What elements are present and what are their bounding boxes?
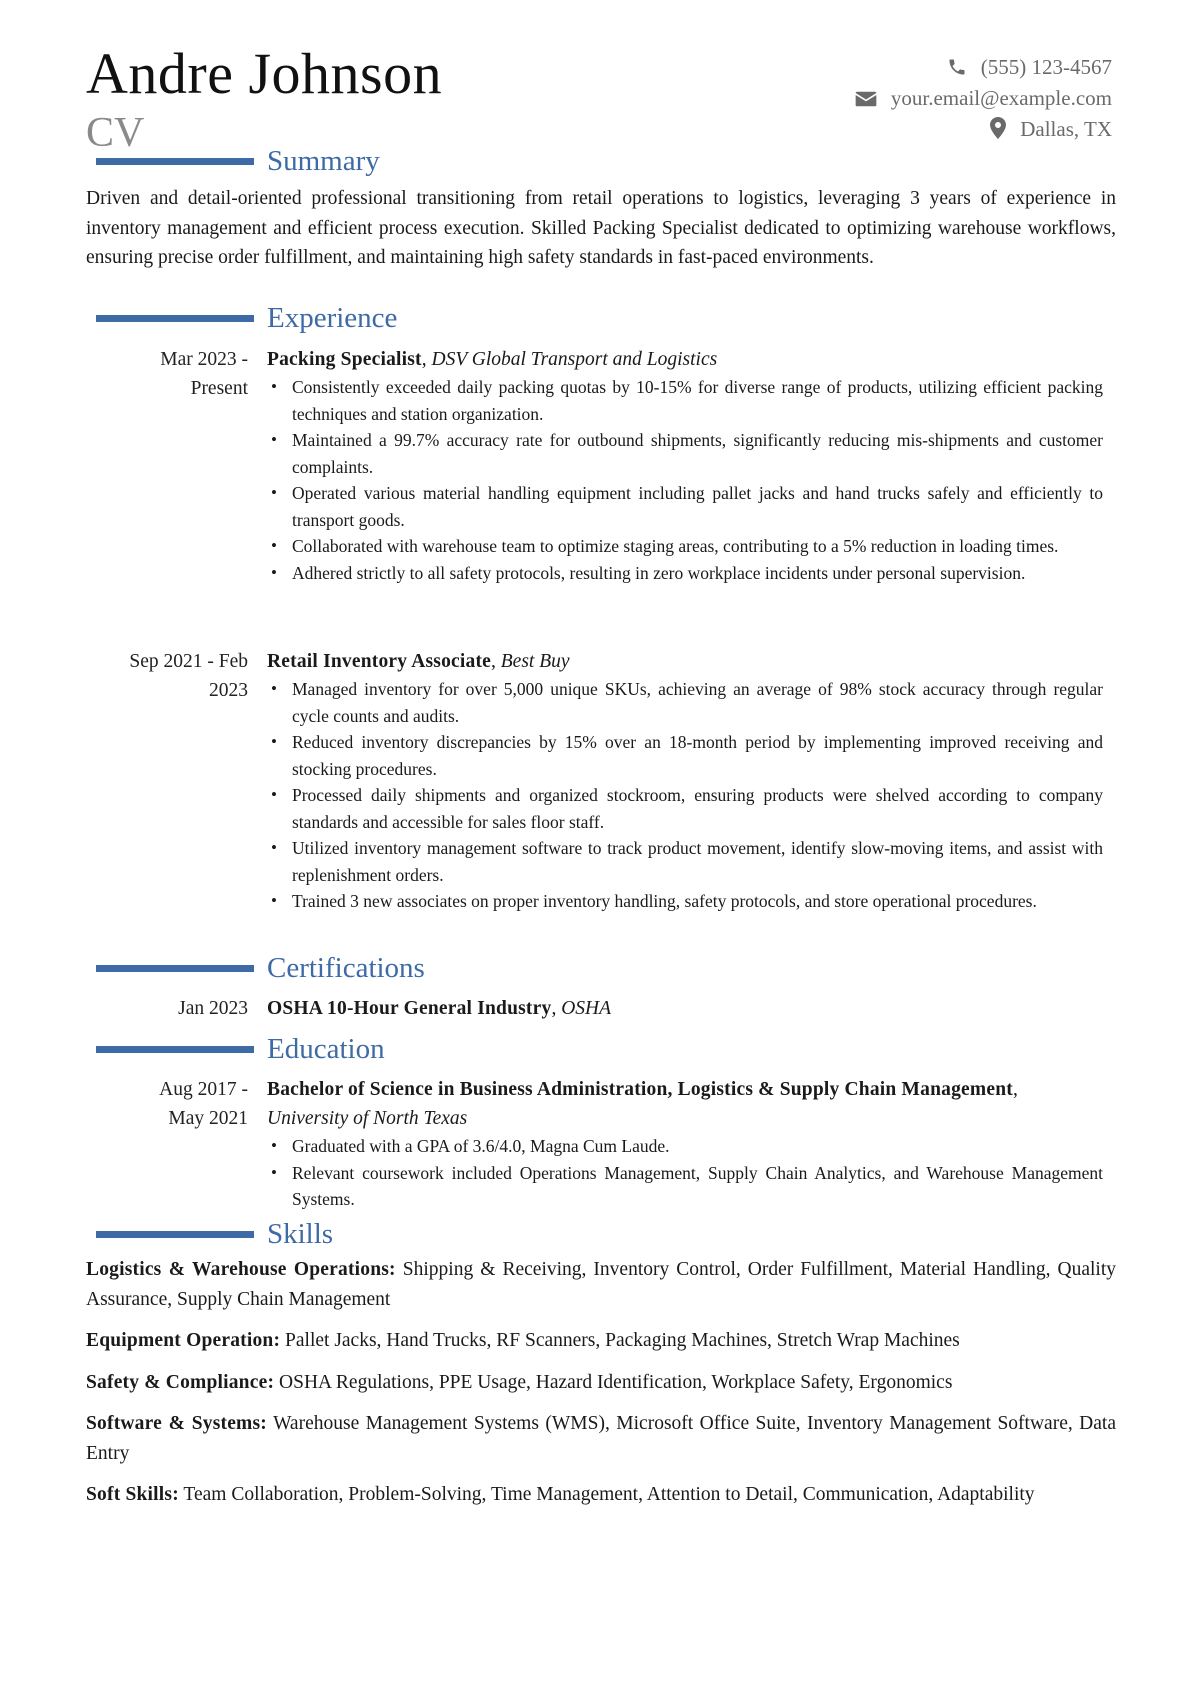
- skills-section-header: [0, 1217, 1190, 1253]
- issuer: OSHA: [561, 998, 612, 1019]
- email-address[interactable]: your.email@example.com: [890, 86, 1112, 110]
- skill-items: Team Collaboration, Problem-Solving, Time Management, Attention to Detail, Communication, Adaptability: [183, 1484, 1035, 1505]
- section-accent-bar: [96, 158, 254, 165]
- section-title: Education: [267, 1033, 385, 1065]
- education-section-header: [0, 1032, 1190, 1068]
- section-accent-bar: [96, 965, 254, 972]
- skill-group: [86, 1409, 1116, 1468]
- entry-bullets: [267, 676, 1103, 915]
- list-item: • Reduced inventory discrepancies by 15% over an 18-month period by implementing improved receiving and stocking procedures.: [267, 729, 1103, 782]
- list-item: • Managed inventory for over 5,000 unique SKUs, achieving an average of 98% stock accuracy through regular cycle counts and audits.: [267, 676, 1103, 729]
- entry-body: [267, 345, 1103, 586]
- skills-list: [86, 1255, 1116, 1522]
- list-item: • Processed daily shipments and organized stockroom, ensuring products were shelved according to company standards and accessible for sales floor staff.: [267, 782, 1103, 835]
- entry-date-end: Present: [190, 378, 248, 399]
- section-title: Skills: [267, 1218, 334, 1250]
- section-title: Summary: [267, 145, 380, 177]
- skill-label: Soft Skills:: [86, 1484, 179, 1505]
- skill-items: OSHA Regulations, PPE Usage, Hazard Identification, Workplace Safety, Ergonomics: [279, 1371, 953, 1393]
- section-accent-bar: [96, 315, 254, 322]
- entry-heading: Packing Specialist, DSV Global Transport and Logistics: [267, 349, 718, 370]
- contact-block: [855, 52, 1112, 145]
- phone-icon: [947, 57, 967, 77]
- entry-date-end: 2023: [209, 680, 248, 701]
- phone-row: [855, 52, 1112, 83]
- summary-text: Driven and detail-oriented professional transitioning from retail operations to logistics, leveraging 3 years of experience in inventory management and efficient process execution. Skilled Packing Specialist dedicated to optimizing warehouse workflows, ensuring precise order fulfillment, and maintaining high safety standards in fast-paced environments.: [86, 188, 1116, 268]
- degree-title: Bachelor of Science in Business Administration, Logistics & Supply Chain Management: [267, 1079, 1013, 1100]
- entry-heading: OSHA 10-Hour General Industry, OSHA: [267, 998, 612, 1019]
- experience-section-header: [0, 301, 1190, 337]
- list-item: • Relevant coursework included Operations Management, Supply Chain Analytics, and Warehouse Management Systems.: [267, 1160, 1103, 1213]
- section-title: Certifications: [267, 952, 425, 984]
- entry-date-start: Sep 2021 - Feb: [129, 651, 248, 672]
- list-item: • Consistently exceeded daily packing quotas by 10-15% for diverse range of products, utilizing efficient packing techniques and station organization.: [267, 374, 1103, 427]
- entry-date-start: Mar 2023 -: [160, 349, 248, 370]
- entry-body: [267, 994, 1103, 1023]
- section-title: Experience: [267, 302, 398, 334]
- entry-bullets: [267, 374, 1103, 586]
- entry-heading: Bachelor of Science in Business Administration, Logistics & Supply Chain Management, University of North Texas: [267, 1079, 1018, 1129]
- entry-date-end: May 2021: [168, 1108, 248, 1129]
- skill-items: Shipping & Receiving, Inventory Control, Order Fulfillment, Material Handling, Quality Assurance, Supply Chain Management: [86, 1259, 1117, 1310]
- entry-date-start: Aug 2017 -: [159, 1079, 248, 1100]
- list-item: • Collaborated with warehouse team to optimize staging areas, contributing to a 5% reduction in loading times.: [267, 533, 1103, 560]
- institution: University of North Texas: [267, 1108, 468, 1129]
- section-accent-bar: [96, 1231, 254, 1238]
- job-title: Retail Inventory Associate: [267, 651, 492, 672]
- employer: Best Buy: [500, 651, 570, 672]
- entry-date: [80, 1075, 248, 1133]
- skill-label: Software & Systems:: [86, 1413, 267, 1434]
- certifications-section-header: [0, 951, 1190, 987]
- skill-items: Pallet Jacks, Hand Trucks, RF Scanners, Packaging Machines, Stretch Wrap Machines: [285, 1330, 960, 1351]
- list-item: • Maintained a 99.7% accuracy rate for outbound shipments, significantly reducing mis-shipments and customer complaints.: [267, 427, 1103, 480]
- skill-label: Equipment Operation:: [86, 1330, 281, 1351]
- skill-items: Warehouse Management Systems (WMS), Microsoft Office Suite, Inventory Management Software, Data Entry: [86, 1413, 1116, 1464]
- document-subtitle: CV: [86, 110, 145, 156]
- list-item: • Graduated with a GPA of 3.6/4.0, Magna Cum Laude.: [267, 1133, 1103, 1160]
- skill-label: Logistics & Warehouse Operations:: [86, 1259, 396, 1280]
- list-item: • Utilized inventory management software to track product movement, identify slow-moving items, and assist with replenishment orders.: [267, 835, 1103, 888]
- employer: DSV Global Transport and Logistics: [431, 349, 718, 370]
- skill-group: [86, 1480, 1116, 1510]
- envelope-icon: [855, 90, 877, 108]
- list-item: • Operated various material handling equipment including pallet jacks and hand trucks safely and efficiently to transport goods.: [267, 480, 1103, 533]
- skill-group: [86, 1255, 1116, 1314]
- map-marker-icon: [990, 117, 1006, 139]
- entry-date: [80, 345, 248, 403]
- entry-date: [80, 647, 248, 705]
- section-accent-bar: [96, 1046, 254, 1053]
- skill-group: [86, 1368, 1116, 1398]
- list-item: • Adhered strictly to all safety protocols, resulting in zero workplace incidents under personal supervision.: [267, 560, 1103, 587]
- entry-date: Jan 2023: [178, 998, 248, 1019]
- certification-title: OSHA 10-Hour General Industry: [267, 998, 552, 1019]
- location-row: [855, 114, 1112, 145]
- skill-label: Safety & Compliance:: [86, 1371, 275, 1393]
- phone-number[interactable]: (555) 123-4567: [980, 55, 1112, 79]
- entry-bullets: [267, 1133, 1103, 1213]
- skill-group: [86, 1326, 1116, 1356]
- entry-body: [267, 1075, 1103, 1213]
- candidate-name: Andre Johnson: [86, 41, 443, 106]
- job-title: Packing Specialist: [267, 349, 422, 370]
- summary-section-header: [0, 144, 1190, 180]
- location-text: Dallas, TX: [1020, 117, 1112, 141]
- email-row: [855, 83, 1112, 114]
- entry-body: [267, 647, 1103, 915]
- entry-heading: Retail Inventory Associate, Best Buy: [267, 651, 570, 672]
- list-item: • Trained 3 new associates on proper inventory handling, safety protocols, and store operational procedures.: [267, 888, 1103, 915]
